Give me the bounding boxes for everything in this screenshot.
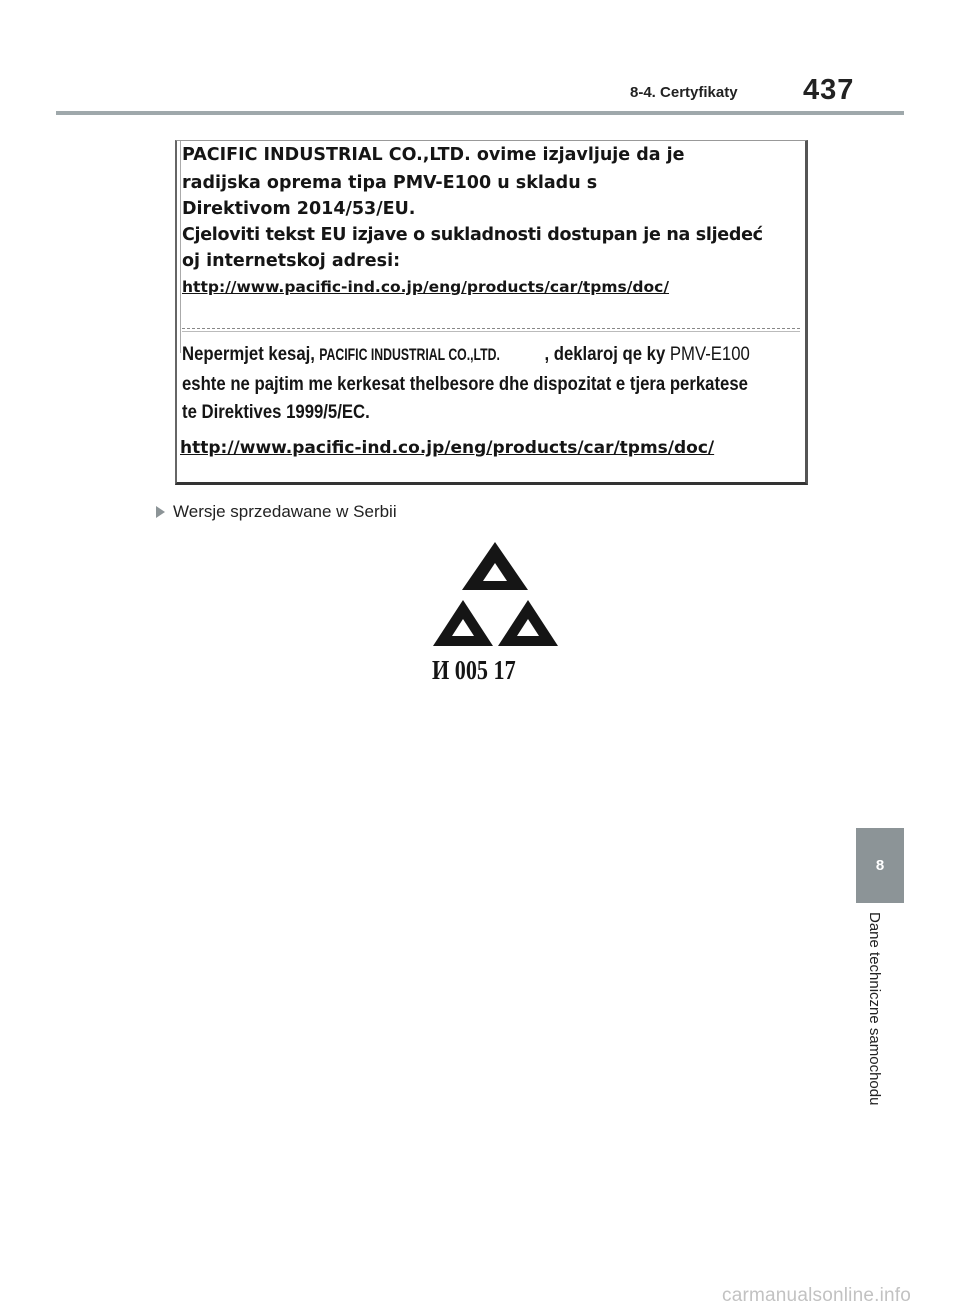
section-divider-solid — [182, 331, 800, 332]
albanian-model: PMV-E100 — [669, 344, 750, 365]
chapter-title: Dane techniczne samochodu — [866, 912, 883, 1106]
albanian-middle: , deklaroj qe ky — [539, 344, 670, 365]
header-divider — [56, 111, 904, 115]
box-inner-left-border — [180, 141, 181, 353]
certificate-declaration-box — [175, 140, 808, 485]
croatian-line-1: PACIFIC INDUSTRIAL CO.,LTD. ovime izjavljuje da je — [182, 145, 685, 165]
albanian-declaration-url[interactable]: http://www.pacific-ind.co.jp/eng/products/car/tpms/doc/ — [180, 438, 715, 458]
chapter-tab — [856, 828, 904, 903]
chapter-number: 8 — [875, 857, 885, 874]
serbia-versions-bullet — [156, 502, 397, 522]
page-number: 437 — [803, 74, 855, 106]
albanian-company: PACIFIC INDUSTRIAL CO.,LTD. — [319, 345, 501, 364]
croatian-line-3: Direktivom 2014/53/EU. — [182, 199, 416, 219]
albanian-line-3: te Direktives 1999/5/EC. — [182, 402, 370, 423]
croatian-declaration-url[interactable]: http://www.pacific-ind.co.jp/eng/products/car/tpms/doc/ — [182, 278, 670, 296]
croatian-line-5: oj internetskoj adresi: — [182, 251, 401, 271]
bullet-text: Wersje sprzedawane w Serbii — [173, 502, 397, 521]
albanian-prefix: Nepermjet kesaj, — [182, 344, 320, 365]
croatian-line-2: radijska oprema tipa PMV-E100 u skladu s — [182, 173, 598, 193]
albanian-line-1 — [182, 344, 750, 366]
watermark: carmanualsonline.info — [722, 1285, 912, 1306]
triangle-right-icon — [156, 506, 165, 518]
section-title: 8-4. Certyfikaty — [630, 84, 738, 101]
serbia-conformity-mark-icon — [425, 538, 565, 654]
section-divider-dashed — [182, 328, 800, 329]
serbia-mark-code: И 005 17 — [432, 655, 516, 685]
albanian-line-2: eshte ne pajtim me kerkesat thelbesore dhe dispozitat e tjera perkatese — [182, 374, 748, 395]
croatian-line-4: Cjeloviti tekst EU izjave o sukladnosti dostupan je na sljedeć — [182, 225, 763, 245]
